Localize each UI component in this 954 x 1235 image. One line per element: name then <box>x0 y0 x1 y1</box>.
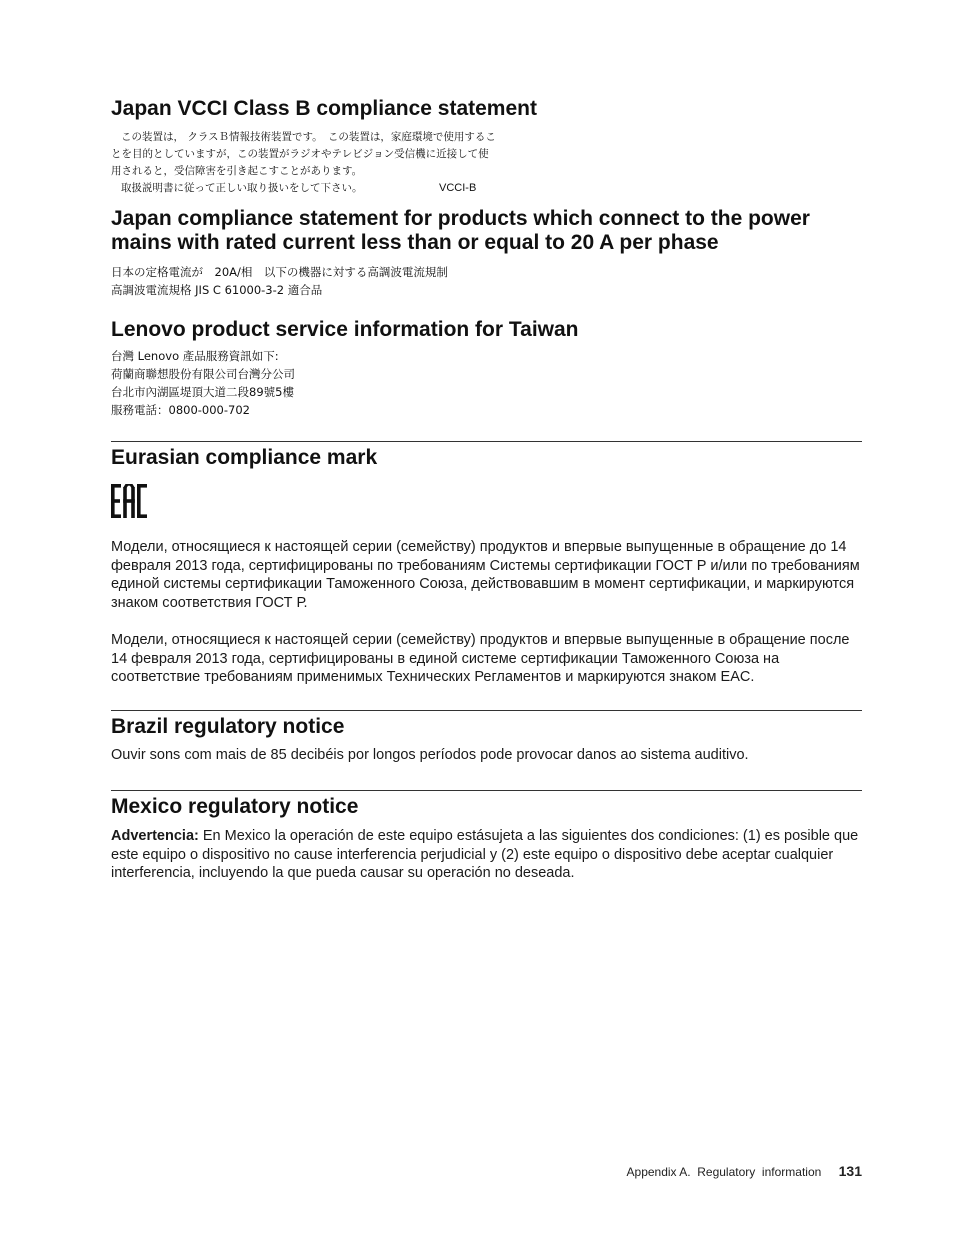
japan-power-line: 高調波電流規格 JIS C 61000-3-2 適合品 <box>111 283 323 297</box>
vcci-last-row <box>111 180 862 197</box>
vcci-mark: VCCI-B <box>439 182 477 194</box>
brazil-text: Ouvir sons com mais de 85 decibéis por longos períodos pode provocar danos ao sistema auditivo. <box>111 747 749 763</box>
eurasian-paragraph-2: Модели, относящиеся к настоящей серии (семейству) продуктов и впервые выпущенные в обращение после 14 февраля 2013 года, сертифицированы в единой системе сертификации Таможенного Союза на соответствие требованиям применимых Технических Регламентов и маркируются знаком EAC. <box>111 631 850 686</box>
vcci-line: とを目的としていますが，この装置がラジオやテレビジョン受信機に近接して使 <box>111 148 489 160</box>
section-divider <box>111 710 862 711</box>
taiwan-line: 台灣 Lenovo 產品服務資訊如下: <box>111 349 279 363</box>
vcci-line: 取扱説明書に従って正しい取り扱いをして下さい。 <box>121 182 363 194</box>
brazil-heading: Brazil regulatory notice <box>111 715 345 738</box>
mexico-heading: Mexico regulatory notice <box>111 795 359 818</box>
taiwan-line: 荷蘭商聯想股份有限公司台灣分公司 <box>111 367 295 381</box>
mexico-text <box>111 827 862 883</box>
eurasian-section <box>111 446 862 687</box>
brazil-section <box>111 715 862 765</box>
vcci-line: この装置は， クラスＢ情報技術装置です。 この装置は，家庭環境で使用するこ <box>121 131 496 143</box>
japan-power-section <box>111 207 862 299</box>
japan-power-heading <box>111 207 862 255</box>
vcci-heading: Japan VCCI Class B compliance statement <box>111 97 537 120</box>
japan-power-text <box>111 263 862 299</box>
vcci-statement <box>111 129 862 197</box>
page-number: 131 <box>838 1163 862 1179</box>
taiwan-text <box>111 347 862 419</box>
section-divider <box>111 790 862 791</box>
vcci-section <box>111 97 862 197</box>
mexico-section <box>111 795 862 883</box>
page-footer <box>627 1163 862 1179</box>
section-divider <box>111 441 862 442</box>
japan-power-heading-line2: mains with rated current less than or equal to 20 A per phase <box>111 231 719 254</box>
eurasian-paragraph-1: Модели, относящиеся к настоящей серии (семейству) продуктов и впервые выпущенные в обращение до 14 февраля 2013 года, сертифицированы по требованиям Системы сертификации ГОСТ Р и/или по требованиям единой системы сертификации Таможенного Союза, действовавшим в момент сертификации, и маркируются знаком соответствия ГОСТ Р. <box>111 539 860 612</box>
vcci-line: 用されると，受信障害を引き起こすことがあります。 <box>111 165 363 177</box>
taiwan-line: 服務電話：0800-000-702 <box>111 403 250 417</box>
taiwan-line: 台北市內湖區堤頂大道二段89號5樓 <box>111 385 294 399</box>
footer-section-label: Appendix A. Regulatory information <box>626 1165 822 1179</box>
japan-power-heading-line1: Japan compliance statement for products which connect to the power <box>111 207 810 230</box>
japan-power-line: 日本の定格電流が 20A/相 以下の機器に対する高調波電流規制 <box>111 265 448 279</box>
mexico-label: Advertencia: <box>111 828 199 844</box>
mexico-body: En Mexico la operación de este equipo estásujeta a las siguientes dos condiciones: (1) es posible que este equipo o dispositivo no cause interferencia perjudicial y (2) este equipo o dispositivo debe aceptar cualquier interferencia, incluyendo la que pueda causar su operación no deseada. <box>111 828 859 882</box>
taiwan-heading: Lenovo product service information for Taiwan <box>111 318 579 341</box>
eac-logo <box>111 484 147 518</box>
taiwan-section <box>111 318 862 419</box>
eurasian-heading: Eurasian compliance mark <box>111 446 378 469</box>
